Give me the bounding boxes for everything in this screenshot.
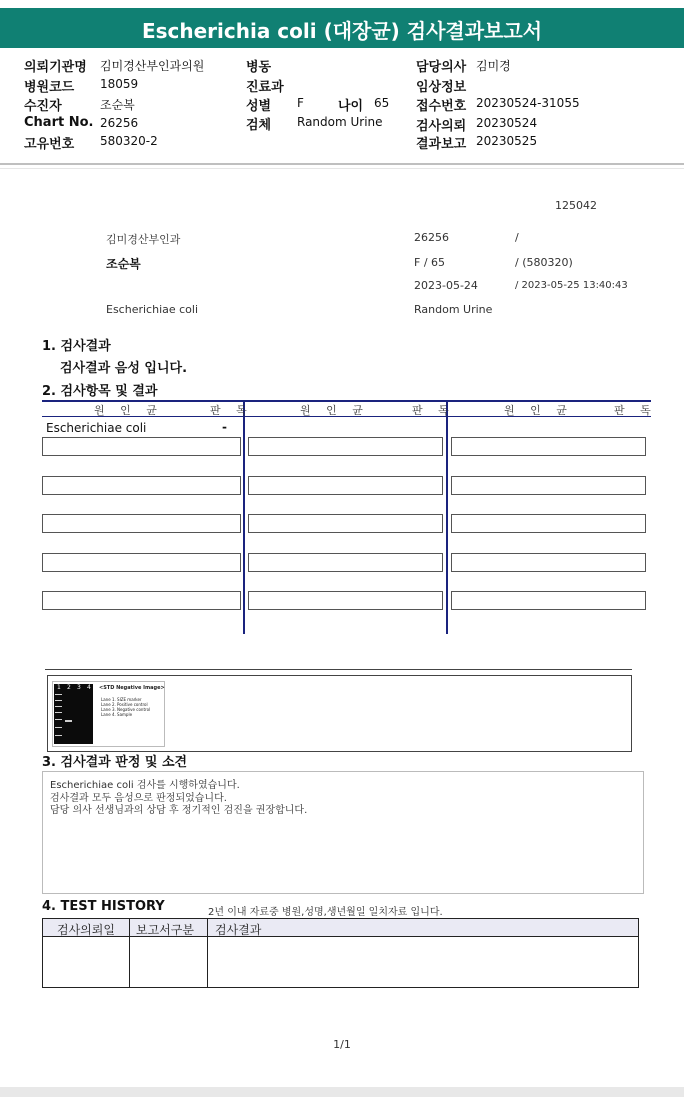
hospital-code-label: 병원코드 xyxy=(24,80,75,95)
summary-chart-no: 26256 xyxy=(414,231,449,244)
result-cell xyxy=(451,591,646,610)
header-divider-shadow xyxy=(0,168,684,169)
gel-caption-line: Lane 3. Negative control xyxy=(101,707,151,712)
summary-specimen: Random Urine xyxy=(414,303,493,316)
result-cell xyxy=(451,553,646,572)
section1-result: 검사결과 음성 입니다. xyxy=(60,361,188,376)
clinical-label: 임상정보 xyxy=(416,80,467,95)
history-col-divider xyxy=(129,919,130,987)
requester-label: 의뢰기관명 xyxy=(24,60,87,75)
gel-band xyxy=(55,727,62,728)
gel-caption-line: Lane 1. SIZE marker xyxy=(101,697,142,702)
unique-label: 고유번호 xyxy=(24,137,75,152)
col-header-bacteria-3: 원 인 균 xyxy=(504,404,573,417)
header-divider xyxy=(0,163,684,165)
requester-value: 김미경산부인과의원 xyxy=(100,59,205,73)
result-cell xyxy=(248,553,443,572)
age-label: 나이 xyxy=(338,99,364,114)
col-header-judgement-1: 판 독 xyxy=(210,404,253,417)
remark-line: 담당 의사 선생님과의 상담 후 정기적인 검진을 권장합니다. xyxy=(50,805,308,816)
chart-label: Chart No. xyxy=(24,115,94,130)
gel-band xyxy=(55,706,62,707)
summary-sex-age: F / 65 xyxy=(414,256,446,269)
result-cell xyxy=(42,514,241,533)
report-title-bar xyxy=(0,8,684,48)
col-header-bacteria-1: 원 인 균 xyxy=(94,404,163,417)
result-cell xyxy=(42,476,241,495)
patient-label: 수진자 xyxy=(24,99,62,114)
gel-band xyxy=(55,694,62,695)
patient-value: 조순복 xyxy=(100,98,135,112)
summary-slash: / xyxy=(515,231,519,244)
results-table-divider-1 xyxy=(243,400,245,634)
history-col-result: 검사결과 xyxy=(215,923,262,937)
report-label: 결과보고 xyxy=(416,137,467,152)
result-cell xyxy=(451,514,646,533)
summary-code: 125042 xyxy=(555,199,597,212)
summary-test-name: Escherichiae coli xyxy=(106,303,199,316)
col-header-judgement-3: 판 독 xyxy=(614,404,657,417)
gel-divider xyxy=(45,669,632,670)
gel-band xyxy=(55,700,62,701)
result-cell xyxy=(451,437,646,456)
result-cell xyxy=(248,437,443,456)
unique-value: 580320-2 xyxy=(100,134,158,148)
history-col-divider xyxy=(207,919,208,987)
specimen-label: 검체 xyxy=(246,118,272,133)
result-row-bacteria: Escherichiae coli xyxy=(46,421,147,435)
history-table xyxy=(42,918,639,988)
remark-line: Escherichiae coli 검사를 시행하였습니다. xyxy=(50,780,240,791)
col-header-bacteria-2: 원 인 균 xyxy=(300,404,369,417)
result-cell xyxy=(451,476,646,495)
request-label: 검사의뢰 xyxy=(416,119,467,134)
specimen-value: Random Urine xyxy=(297,115,383,129)
section3-title: 3. 검사결과 판정 및 소견 xyxy=(42,755,188,770)
section1-title: 1. 검사결과 xyxy=(42,339,111,354)
doctor-value: 김미경 xyxy=(476,59,511,73)
results-table-divider-2 xyxy=(446,400,448,634)
gel-caption-line: Lane 4. Sample xyxy=(101,712,133,717)
age-value: 65 xyxy=(374,96,390,110)
hospital-code-value: 18059 xyxy=(100,77,139,91)
summary-clinic: 김미경산부인과 xyxy=(106,233,181,246)
gel-band xyxy=(55,719,62,720)
page-number: 1/1 xyxy=(333,1038,351,1051)
receipt-label: 접수번호 xyxy=(416,99,467,114)
sex-value: F xyxy=(297,96,304,110)
chart-value: 26256 xyxy=(100,116,139,130)
receipt-value: 20230524-31055 xyxy=(476,96,580,110)
col-header-judgement-2: 판 독 xyxy=(412,404,455,417)
gel-caption-title: <STD Negative Image> xyxy=(99,685,165,691)
gel-lane-number: 1 xyxy=(57,684,61,691)
remark-line: 검사결과 모두 음성으로 판정되었습니다. xyxy=(50,793,227,804)
gel-band xyxy=(55,735,62,736)
gel-lane-number: 4 xyxy=(87,684,91,691)
result-cell xyxy=(248,591,443,610)
sex-label: 성별 xyxy=(246,99,272,114)
history-col-request-date: 검사의뢰일 xyxy=(57,923,115,937)
section4-title: 4. TEST HISTORY xyxy=(42,899,165,914)
result-cell xyxy=(42,437,241,456)
request-value: 20230524 xyxy=(476,116,538,130)
gel-band xyxy=(55,712,62,713)
result-cell xyxy=(42,591,241,610)
gel-caption-line: Lane 2. Positive control xyxy=(101,702,148,707)
page-bottom-bar xyxy=(0,1087,684,1097)
summary-birth: / (580320) xyxy=(515,256,573,269)
gel-lane-number: 3 xyxy=(77,684,81,691)
result-cell xyxy=(248,476,443,495)
section2-title: 2. 검사항목 및 결과 xyxy=(42,384,158,399)
summary-request-date: 2023-05-24 xyxy=(414,279,478,292)
history-note: 2년 이내 자료중 병원,성명,생년월일 일치자료 입니다. xyxy=(208,907,443,918)
history-table-header xyxy=(43,919,638,937)
report-value: 20230525 xyxy=(476,134,538,148)
summary-report-datetime: / 2023-05-25 13:40:43 xyxy=(515,280,628,291)
report-title: Escherichia coli (대장균) 검사결과보고서 xyxy=(141,19,543,43)
history-col-report-type: 보고서구분 xyxy=(136,923,194,937)
gel-lane-number: 2 xyxy=(67,684,71,691)
result-cell xyxy=(42,553,241,572)
summary-patient: 조순복 xyxy=(106,257,141,271)
result-row-judgement: - xyxy=(222,420,227,434)
doctor-label: 담당의사 xyxy=(416,60,467,75)
result-cell xyxy=(248,514,443,533)
gel-band xyxy=(65,720,72,722)
ward-label: 병동 xyxy=(246,60,272,75)
department-label: 진료과 xyxy=(246,80,284,95)
